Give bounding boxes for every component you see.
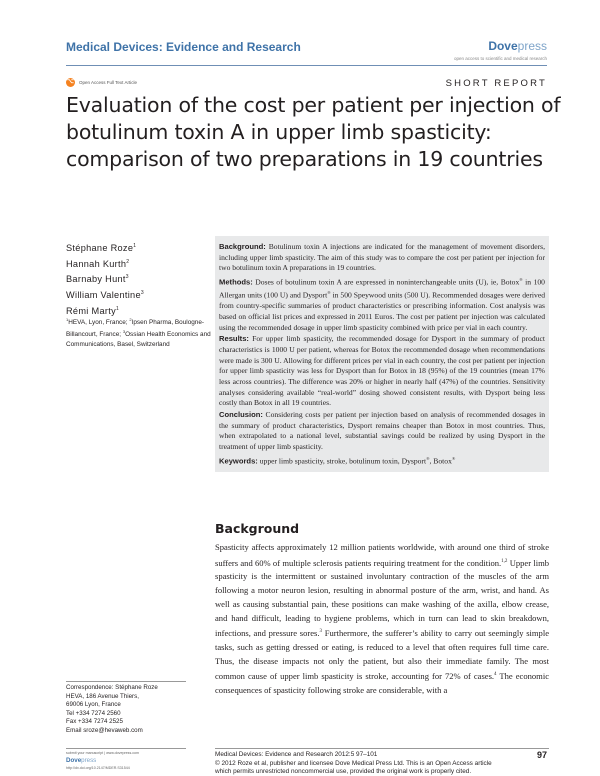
correspondence-email[interactable]: Email sroze@hevaweb.com bbox=[66, 726, 143, 734]
author-list bbox=[66, 240, 144, 318]
publisher-logo bbox=[488, 39, 547, 53]
open-access-label: Open Access Full Text Article bbox=[79, 80, 137, 85]
open-access-badge bbox=[66, 78, 137, 87]
author: William Valentine$^3$ bbox=[66, 289, 144, 301]
author: Rémi Marty$^1$ bbox=[66, 305, 120, 316]
publisher-tagline: open access to scientific and medical research bbox=[453, 56, 547, 61]
abstract-results: Results: For upper limb spasticity, the recommended dosage for Dysport in the summary of product characteristics is 1000 U per patient, whereas for Botox the recommended dosage when recommendations were made is 300 U. Allowing for different prices per vial in each country, the cost per patient per injection for upper limb spasticity was less for Dysport than for Botox in 18 (95%) of the 19 countries (mean 17% less across countries). The difference was 20% or higher in nearly half (47%) of the countries. Sensitivity analyses considering available “real-world” dosing showed consistent results, with Dysport being less costly than Botox in all 19 countries. bbox=[219, 334, 546, 408]
abstract-background: Background: Botulinum toxin A injections are indicated for the management of movement disorders, including upper limb spasticity. The aim of this study was to compare the cost per patient per injection for two botulinum toxin A preparations in 19 countries. bbox=[219, 242, 545, 273]
author: Barnaby Hunt$^3$ bbox=[66, 274, 129, 285]
page-number: 97 bbox=[536, 750, 547, 760]
article-type: SHORT REPORT bbox=[445, 78, 547, 89]
footer-citation: Medical Devices: Evidence and Research 2012:5 97–101 bbox=[215, 751, 378, 758]
footer-divider-left bbox=[66, 748, 186, 749]
article-title: Evaluation of the cost per patient per injection of botulinum toxin A in upper limb spasticity: comparison of two preparations in 19 countries bbox=[66, 93, 561, 171]
correspondence-divider bbox=[66, 681, 186, 682]
header-divider bbox=[66, 65, 547, 66]
abstract-box bbox=[215, 236, 549, 472]
footer-divider-right bbox=[215, 748, 549, 749]
correspondence: Correspondence: Stéphane Roze HEVA, 186 Avenue Thiers, 69006 Lyon, France Tel +334 7274 2560 Fax +334 7274 2525 Email sroze@hevaweb.com bbox=[66, 684, 206, 736]
publisher-main: Dove bbox=[488, 39, 518, 53]
section-heading-background: Background bbox=[215, 521, 300, 536]
journal-name: Medical Devices: Evidence and Research bbox=[66, 40, 301, 54]
abstract-conclusion: Conclusion: Considering costs per patient per injection based on analysis of recommended dosages in the summary of product characteristics, Dysport remains cheaper than Botox in most countries. Thus, when extrapolated to a national level, substantial savings could be realized by using Dysport in the treatment of upper limb spasticity. bbox=[219, 410, 545, 451]
background-body: Spasticity affects approximately 12 million patients worldwide, with around one third of stroke suffers and 60% of multiple sclerosis patients requiring treatment for the condition.$^{1,2}$ Upper limb spasticity is the intermittent or sustained involuntary contraction of the muscles of the arm following a motor neuron lesion, resulting in abnormal posture of the arm, wrist, and hand. As well as causing substantial pain, these positions can make washing of the axilla, elbow crease, and hand difficult, leading to hygiene problems, which in turn can lead to skin breakdown, infections, and pressure sores.$^3$ Furthermore, the sufferer’s ability to carry out seemingly simple tasks, such as getting dressed or eating, is reduced to a level that often requires full time care. Thus, the disease impacts not only the patient, but also their immediate family. The most common cause of upper limb spasticity is stroke, accounting for 72% of cases.$^4$ The economic consequences of spasticity following stroke are considerable, with a bbox=[215, 542, 549, 696]
affiliations: $^1$HEVA, Lyon, France; $^2$Ipsen Pharma, Boulogne-Billancourt, France; $^3$Ossian Health Economics and Communications, Basel, Switzerland bbox=[66, 317, 211, 348]
footer-publisher-logo: Dovepress bbox=[66, 757, 97, 764]
author: Stéphane Roze$^1$ bbox=[66, 243, 137, 254]
publisher-suffix: press bbox=[517, 39, 547, 53]
abstract-keywords: Keywords: upper limb spasticity, stroke, botulinum toxin, Dysport®, Botox® bbox=[219, 455, 456, 466]
author: Hannah Kurth$^2$ bbox=[66, 258, 130, 269]
submit-manuscript-link[interactable]: submit your manuscript | www.dovepress.com bbox=[66, 751, 140, 755]
open-access-lock-icon: ⌥ bbox=[67, 79, 74, 85]
license-notice: © 2012 Roze et al, publisher and licensee Dove Medical Press Ltd. This is an Open Access article which permits unrestricted noncommercial use, provided the original work is properly cited. bbox=[215, 760, 492, 776]
abstract-methods: Methods: Doses of botulinum toxin A are expressed in noninterchangeable units (U), ie, Botox® in 100 Allergan units (100 U) and Dysport® in 500 Speywood units (500 U). Recommended dosages were derived from country-specific summaries of product characteristics or prescribing information. Cost analysis was based on official list prices and expressed in 2011 Euros. The cost per patient per injection was calculated using the recommended dosage in upper limb spasticity combined with price per vial in each country. bbox=[219, 277, 545, 332]
doi-link[interactable]: http://dx.doi.org/10.2147/MDER.S31544 bbox=[66, 766, 130, 770]
